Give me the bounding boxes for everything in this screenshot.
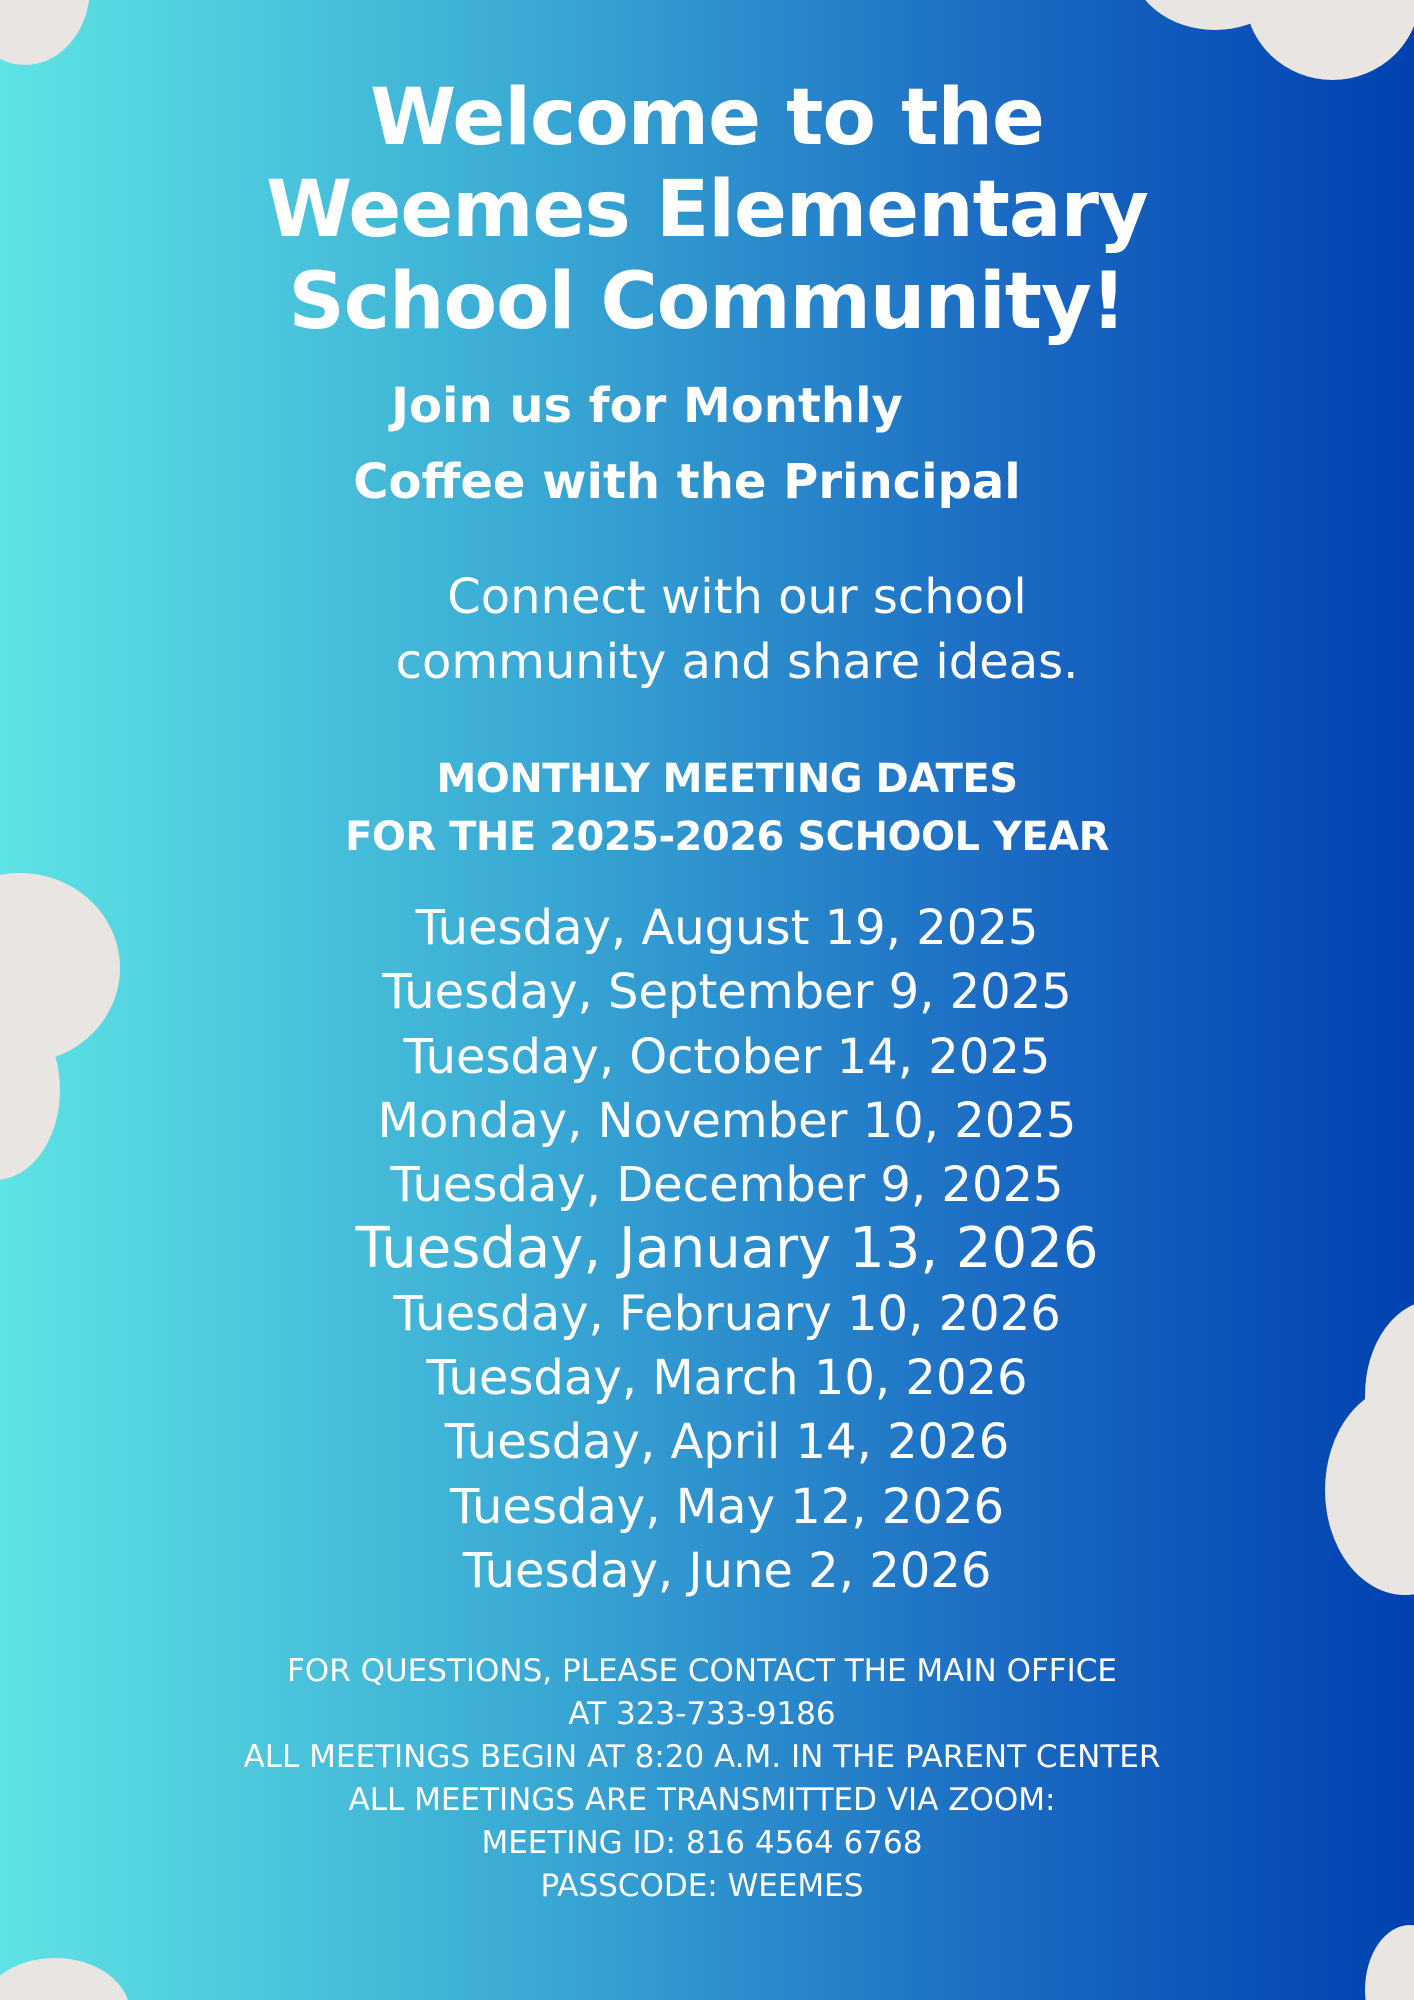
schedule-heading-line: FOR THE 2025-2026 SCHOOL YEAR (345, 814, 1109, 860)
tagline-line: community and share ideas. (395, 634, 1079, 690)
meeting-date: Monday, November 10, 2025 (377, 1092, 1077, 1149)
info-line: PASSCODE: WEEMES (540, 1868, 864, 1904)
title-line: School Community! (288, 257, 1126, 347)
blob-top-left (0, 0, 90, 65)
tagline-line: Connect with our school (447, 569, 1027, 625)
blob-top-right-b (1245, 0, 1414, 80)
meeting-date: Tuesday, January 13, 2026 (355, 1216, 1099, 1282)
subtitle-line: Join us for Monthly (391, 378, 903, 434)
blob-bottom-left (0, 1958, 130, 2000)
title-line: Welcome to the (370, 73, 1044, 163)
meeting-date: Tuesday, September 9, 2025 (382, 964, 1072, 1021)
event-subtitle (0, 368, 1414, 520)
contact-info (0, 1650, 1414, 1908)
meeting-date: Tuesday, March 10, 2026 (426, 1350, 1028, 1407)
info-line: ALL MEETINGS ARE TRANSMITTED VIA ZOOM: (348, 1782, 1056, 1818)
meeting-dates-list (0, 896, 1414, 1603)
meeting-date: Tuesday, August 19, 2025 (415, 900, 1039, 956)
meeting-date: Tuesday, April 14, 2026 (444, 1414, 1010, 1471)
schedule-heading (0, 750, 1414, 866)
schedule-heading-line: MONTHLY MEETING DATES (436, 756, 1018, 802)
meeting-date: Tuesday, June 2, 2026 (462, 1542, 992, 1599)
page-title (0, 72, 1414, 348)
info-line: AT 323-733-9186 (568, 1696, 836, 1732)
meeting-date: Tuesday, October 14, 2025 (403, 1028, 1051, 1085)
meeting-date: Tuesday, May 12, 2026 (449, 1478, 1005, 1535)
blob-bottom-right (1365, 1925, 1414, 2000)
title-line: Weemes Elementary (266, 165, 1148, 255)
tagline (0, 565, 1414, 695)
info-line: FOR QUESTIONS, PLEASE CONTACT THE MAIN OFFICE (286, 1653, 1118, 1689)
info-line: MEETING ID: 816 4564 6768 (481, 1825, 923, 1861)
meeting-date: Tuesday, February 10, 2026 (393, 1285, 1061, 1342)
meeting-date: Tuesday, December 9, 2025 (390, 1157, 1064, 1214)
info-line: ALL MEETINGS BEGIN AT 8:20 A.M. IN THE PARENT CENTER (243, 1739, 1161, 1775)
subtitle-line: Coffee with the Principal (353, 454, 1021, 510)
